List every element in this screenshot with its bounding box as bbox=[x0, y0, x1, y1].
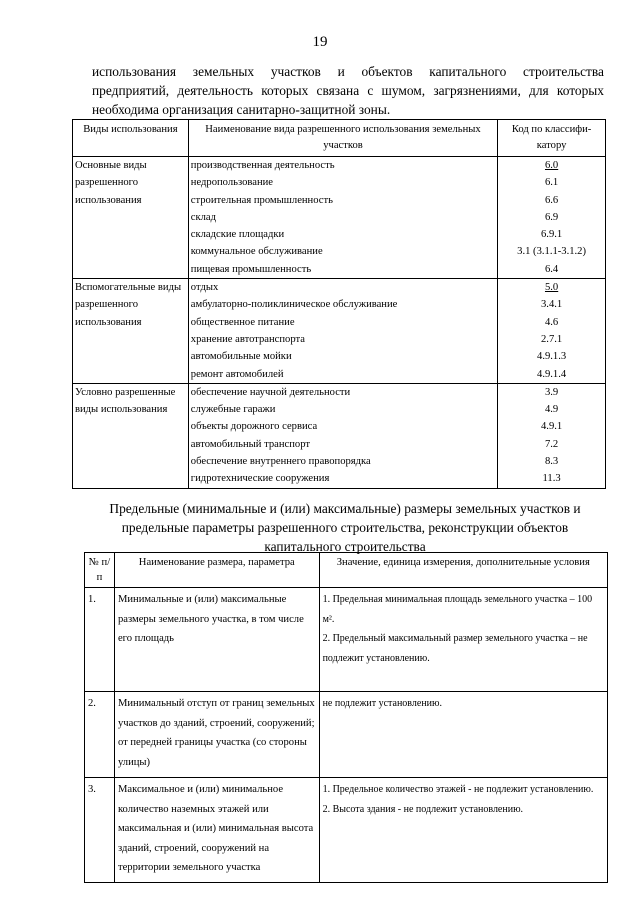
use-code: 6.0 bbox=[544, 160, 559, 171]
header-use-name: Наименование вида разрешенного использования земельных участков bbox=[188, 120, 497, 157]
use-name: гидротехнические сооружения bbox=[190, 473, 330, 485]
table-row-group-conditional bbox=[73, 383, 606, 488]
param-value bbox=[319, 692, 607, 778]
use-name: склад bbox=[190, 211, 217, 223]
param-name: Минимальные и (или) максимальные размеры земельного участка, в том числе его площадь bbox=[114, 588, 319, 692]
header-code: Код по классифи-катору bbox=[498, 120, 606, 157]
param-name: Минимальный отступ от границ земельных участков до зданий, строений, сооружений; от передней границы участка (со стороны улицы) bbox=[114, 692, 319, 778]
param-name: Максимальное и (или) минимальное количество наземных этажей или максимальная и (или) минимальная высота зданий, строений, сооружений на территории земельного участка bbox=[114, 778, 319, 883]
use-code: 3.9 bbox=[544, 386, 559, 398]
header-param-name: Наименование размера, параметра bbox=[114, 553, 319, 588]
table-row bbox=[85, 588, 608, 692]
row-number: 1. bbox=[85, 588, 115, 692]
use-code: 4.9.1.4 bbox=[537, 368, 567, 380]
use-name: недропользование bbox=[190, 177, 273, 189]
param-value-line: 1. Предельное количество этажей - не подлежит установлению. bbox=[322, 784, 594, 795]
param-value-line: 2. Высота здания - не подлежит установлению. bbox=[322, 803, 524, 815]
parameters-table-header bbox=[85, 553, 608, 588]
row-number: 2. bbox=[85, 692, 115, 778]
header-param-value: Значение, единица измерения, дополнительные условия bbox=[319, 553, 607, 588]
use-name: хранение автотранспорта bbox=[190, 333, 305, 345]
use-code: 8.3 bbox=[544, 456, 559, 468]
intro-paragraph: использования земельных участков и объектов капитального строительства предприятий, деятельность которых связана с шумом, загрязнениями, для которых необходима организация санитарно-защитной зоны. bbox=[92, 64, 604, 117]
use-name: производственная деятельность bbox=[190, 160, 335, 171]
use-name: общественное питание bbox=[190, 316, 295, 328]
use-name: строительная промышленность bbox=[190, 194, 333, 206]
group-names bbox=[188, 383, 497, 488]
parameters-table bbox=[84, 552, 608, 883]
use-name: автомобильный транспорт bbox=[190, 438, 310, 450]
group-title: Основные виды разрешенного использования bbox=[73, 157, 189, 279]
page-number: 19 bbox=[312, 34, 328, 50]
table-row bbox=[85, 778, 608, 883]
use-code: 5.0 bbox=[544, 282, 559, 294]
group-names bbox=[188, 279, 497, 384]
use-name: обеспечение внутреннего правопорядка bbox=[190, 456, 371, 468]
use-name: служебные гаражи bbox=[190, 404, 276, 416]
land-use-table bbox=[72, 119, 606, 489]
group-names bbox=[188, 157, 497, 279]
use-code: 6.1 bbox=[544, 177, 559, 189]
use-code: 4.9 bbox=[544, 404, 559, 416]
use-code: 7.2 bbox=[544, 438, 559, 450]
use-name: ремонт автомобилей bbox=[190, 368, 284, 380]
row-number: 3. bbox=[85, 778, 115, 883]
group-title: Вспомогательные виды разрешенного использования bbox=[73, 279, 189, 384]
use-code: 2.7.1 bbox=[541, 333, 563, 345]
section-heading: Предельные (минимальные и (или) максимальные) размеры земельных участков и предельные параметры разрешенного строительства, реконструкции объектов капитального строительства bbox=[109, 501, 581, 554]
land-use-table-header bbox=[73, 120, 606, 157]
table-row bbox=[85, 692, 608, 778]
group-codes bbox=[498, 279, 606, 384]
group-codes bbox=[498, 157, 606, 279]
header-use-types: Виды использования bbox=[73, 120, 189, 157]
use-code: 3.4.1 bbox=[541, 299, 563, 311]
header-num: № п/п bbox=[85, 553, 115, 588]
param-value-line: не подлежит установлению. bbox=[322, 698, 442, 709]
param-value bbox=[319, 778, 607, 883]
use-code: 4.9.1.3 bbox=[537, 351, 567, 363]
param-value bbox=[319, 588, 607, 692]
use-name: пищевая промышленность bbox=[190, 263, 312, 275]
use-name: складские площадки bbox=[190, 229, 285, 241]
group-title: Условно разрешенные виды использования bbox=[73, 383, 189, 488]
group-codes bbox=[498, 383, 606, 488]
use-name: автомобильные мойки bbox=[190, 351, 292, 363]
param-value-line: 2. Предельный максимальный размер земельного участка – не подлежит установлению. bbox=[322, 633, 588, 664]
use-name: объекты дорожного сервиса bbox=[190, 421, 318, 433]
use-name: отдых bbox=[190, 282, 219, 294]
use-code: 4.6 bbox=[544, 316, 559, 328]
param-value-line: 1. Предельная минимальная площадь земельного участка – 100 м². bbox=[322, 594, 593, 625]
use-code: 11.3 bbox=[542, 473, 561, 485]
use-code: 6.9 bbox=[544, 211, 559, 223]
table-row-group-aux bbox=[73, 279, 606, 384]
use-code: 6.4 bbox=[544, 263, 559, 275]
use-name: амбулаторно-поликлиническое обслуживание bbox=[190, 299, 398, 311]
use-code: 3.1 (3.1.1-3.1.2) bbox=[517, 246, 587, 258]
use-code: 4.9.1 bbox=[541, 421, 563, 433]
use-name: коммунальное обслуживание bbox=[190, 246, 323, 258]
table-row-group-main bbox=[73, 157, 606, 279]
use-name: обеспечение научной деятельности bbox=[190, 386, 351, 398]
use-code: 6.6 bbox=[544, 194, 559, 206]
use-code: 6.9.1 bbox=[541, 229, 563, 241]
